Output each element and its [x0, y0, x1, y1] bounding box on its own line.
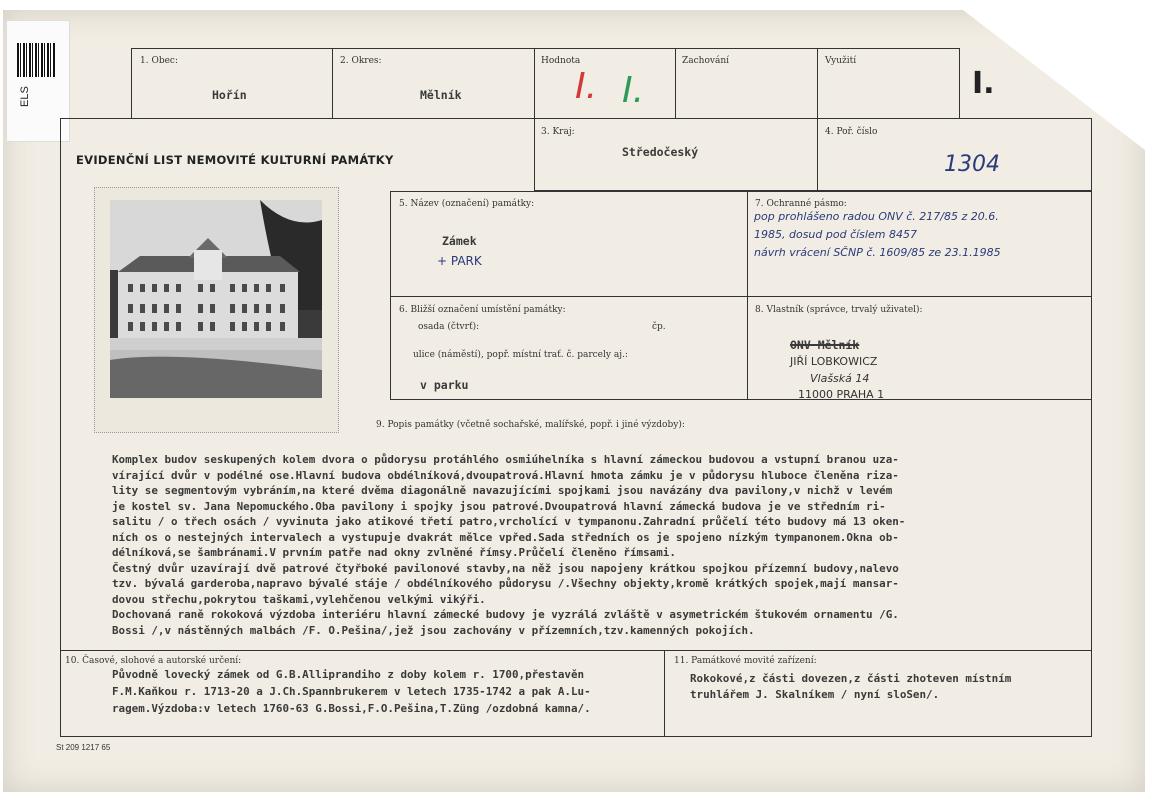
popis-line: Dochovaná raně rokoková výzdoba interiéru hlavní zámecké budovy je vyzrálá zvláště v asymetrickém štukovém ornamentu /G.	[112, 608, 899, 621]
nazev-label: 5. Název (označení) památky:	[399, 199, 535, 209]
movite-zarizeni-line-2: truhlářem J. Skalníkem / nyní sloSen/.	[690, 688, 940, 701]
popis-line: ních os o nestejných intervalech a vystupuje dvakrát mělce vpřed.Sada středních os je spojeno nízkým tympanonem.Okna ob-	[112, 530, 899, 544]
urceni-line-1: Původně lovecký zámek od G.B.Alliprandiho z doby kolem r. 1700,přestavěn	[112, 668, 585, 681]
popis-line: lity se segmentovým vybráním,na které dvěma diagonálně navazujícími spojkami jsou navázány dva pavilony,v nichž v levém	[112, 484, 893, 497]
movite-zarizeni-label: 11. Památkové movité zařízení:	[674, 656, 817, 666]
ochranne-pasmo-label: 7. Ochranné pásmo:	[755, 199, 847, 209]
popis-label: 9. Popis památky (včetně sochařské, malířské, popř. i jiné výzdoby):	[376, 420, 685, 430]
popis-line: dovou střechu,pokrytou taškami,vylehčenou velkými vikýři.	[112, 592, 486, 606]
popis-line: Komplex budov seskupených kolem dvora o půdorysu protáhlého osmiúhelníka s hlavní zámeckou budovou a vstupní branou uza-	[112, 453, 899, 466]
por-cislo-label: 4. Poř. číslo	[825, 127, 878, 137]
popis-line: délníková,se šambránami.V prvním patře nad okny zvlněné římsy.Průčelí členěno římsami.	[112, 546, 676, 559]
urceni-label: 10. Časové, slohové a autorské určení:	[65, 656, 242, 666]
popis-text	[112, 452, 1087, 638]
popis-line: je kostel sv. Jana Nepomuckého.Oba pavilony i spojky jsou patrové.Dvoupatrová hlavní zámecká budova je ve středním ri-	[112, 499, 886, 513]
popis-line: salitu / o třech osách / vyvinuta jako atikové třetí patro,vrcholící v tympanonu.Zahradní průčelí této budovy má 13 oken-	[112, 515, 906, 528]
nazev-value: Zámek	[442, 234, 477, 248]
barcode-text: ELS	[19, 86, 31, 107]
vlastnik-line-1: JIŘÍ LOBKOWICZ	[790, 355, 878, 368]
okres-label: 2. Okres:	[340, 56, 382, 66]
umisteni-value: v parku	[420, 378, 469, 392]
ochranne-pasmo-line-1: pop prohlášeno radou ONV č. 217/85 z 20.6.	[754, 210, 999, 223]
nazev-hand: + PARK	[437, 254, 482, 268]
ochranne-pasmo-line-2: 1985, dosud pod číslem 8457	[754, 228, 917, 241]
popis-line: tzv. bývalá garderoba,napravo bývalé stáje / obdélníkového půdorysu /.Všechny objekty,kromě krátkých spojek,mají mansar-	[112, 577, 899, 590]
photo-frame	[94, 187, 339, 433]
corner-value: I.	[972, 66, 995, 101]
vlastnik-line-3: 11000 PRAHA 1	[798, 388, 885, 401]
okres-value: Mělník	[420, 88, 462, 102]
zachovani-label: Zachování	[682, 56, 729, 66]
obec-value: Hořín	[212, 88, 247, 102]
ochranne-pasmo-line-3: návrh vrácení SČNP č. 1609/85 ze 23.1.1985	[754, 246, 1001, 259]
chateau-photo	[110, 200, 322, 398]
vlastnik-line-2: Vlašská 14	[810, 372, 870, 385]
page-title: EVIDENČNÍ LIST NEMOVITÉ KULTURNÍ PAMÁTKY	[76, 153, 394, 167]
hodnota-label: Hodnota	[541, 56, 581, 66]
umisteni-label: 6. Bližší označení umístění památky:	[399, 305, 566, 315]
kraj-label: 3. Kraj:	[541, 127, 575, 137]
movite-zarizeni-line-1: Rokokové,z části dovezen,z části zhoteven místním	[690, 672, 1012, 685]
cp-label: čp.	[652, 322, 666, 332]
vlastnik-label: 8. Vlastník (správce, trvalý uživatel):	[755, 305, 923, 315]
popis-line: vírající dvůr v podélné ose.Hlavní budova obdélníková,dvoupatrová.Hlavní hmota zámku je v půdorysu hluboce členěna riza-	[112, 468, 899, 482]
osada-label: osada (čtvrť):	[418, 322, 480, 332]
vyuziti-label: Využití	[825, 56, 857, 66]
hodnota-value: I.	[575, 66, 598, 107]
vlastnik-struck: ONV Mělník	[790, 338, 860, 352]
por-cislo-value: 1304	[944, 152, 1000, 177]
urceni-line-2: F.M.Kaňkou r. 1713-20 a J.Ch.Spannbrukerem v letech 1735-1742 a pak A.Lu-	[112, 685, 591, 698]
barcode-bars	[17, 43, 55, 77]
kraj-value: Středočeský	[622, 145, 699, 159]
zachovani-value: I.	[622, 70, 645, 111]
ulice-label: ulice (náměstí), popř. místní trať. č. parcely aj.:	[413, 350, 628, 360]
print-code: St 209 1217 65	[56, 743, 111, 752]
urceni-line-3: ragem.Výzdoba:v letech 1760-63 G.Bossi,F.O.Pešina,T.Züng /ozdobná kamna/.	[112, 702, 591, 715]
popis-line: Bossi /,v nástěnných malbách /F. O.Pešina/,jež jsou zachovány v přízemních,tzv.kamenných pokojích.	[112, 623, 755, 637]
obec-label: 1. Obec:	[140, 56, 178, 66]
popis-line: Čestný dvůr uzavírají dvě patrové čtyřboké pavilonové stavby,na něž jsou napojeny krátkou spojkou přízemní budovy,nalevo	[112, 561, 899, 575]
